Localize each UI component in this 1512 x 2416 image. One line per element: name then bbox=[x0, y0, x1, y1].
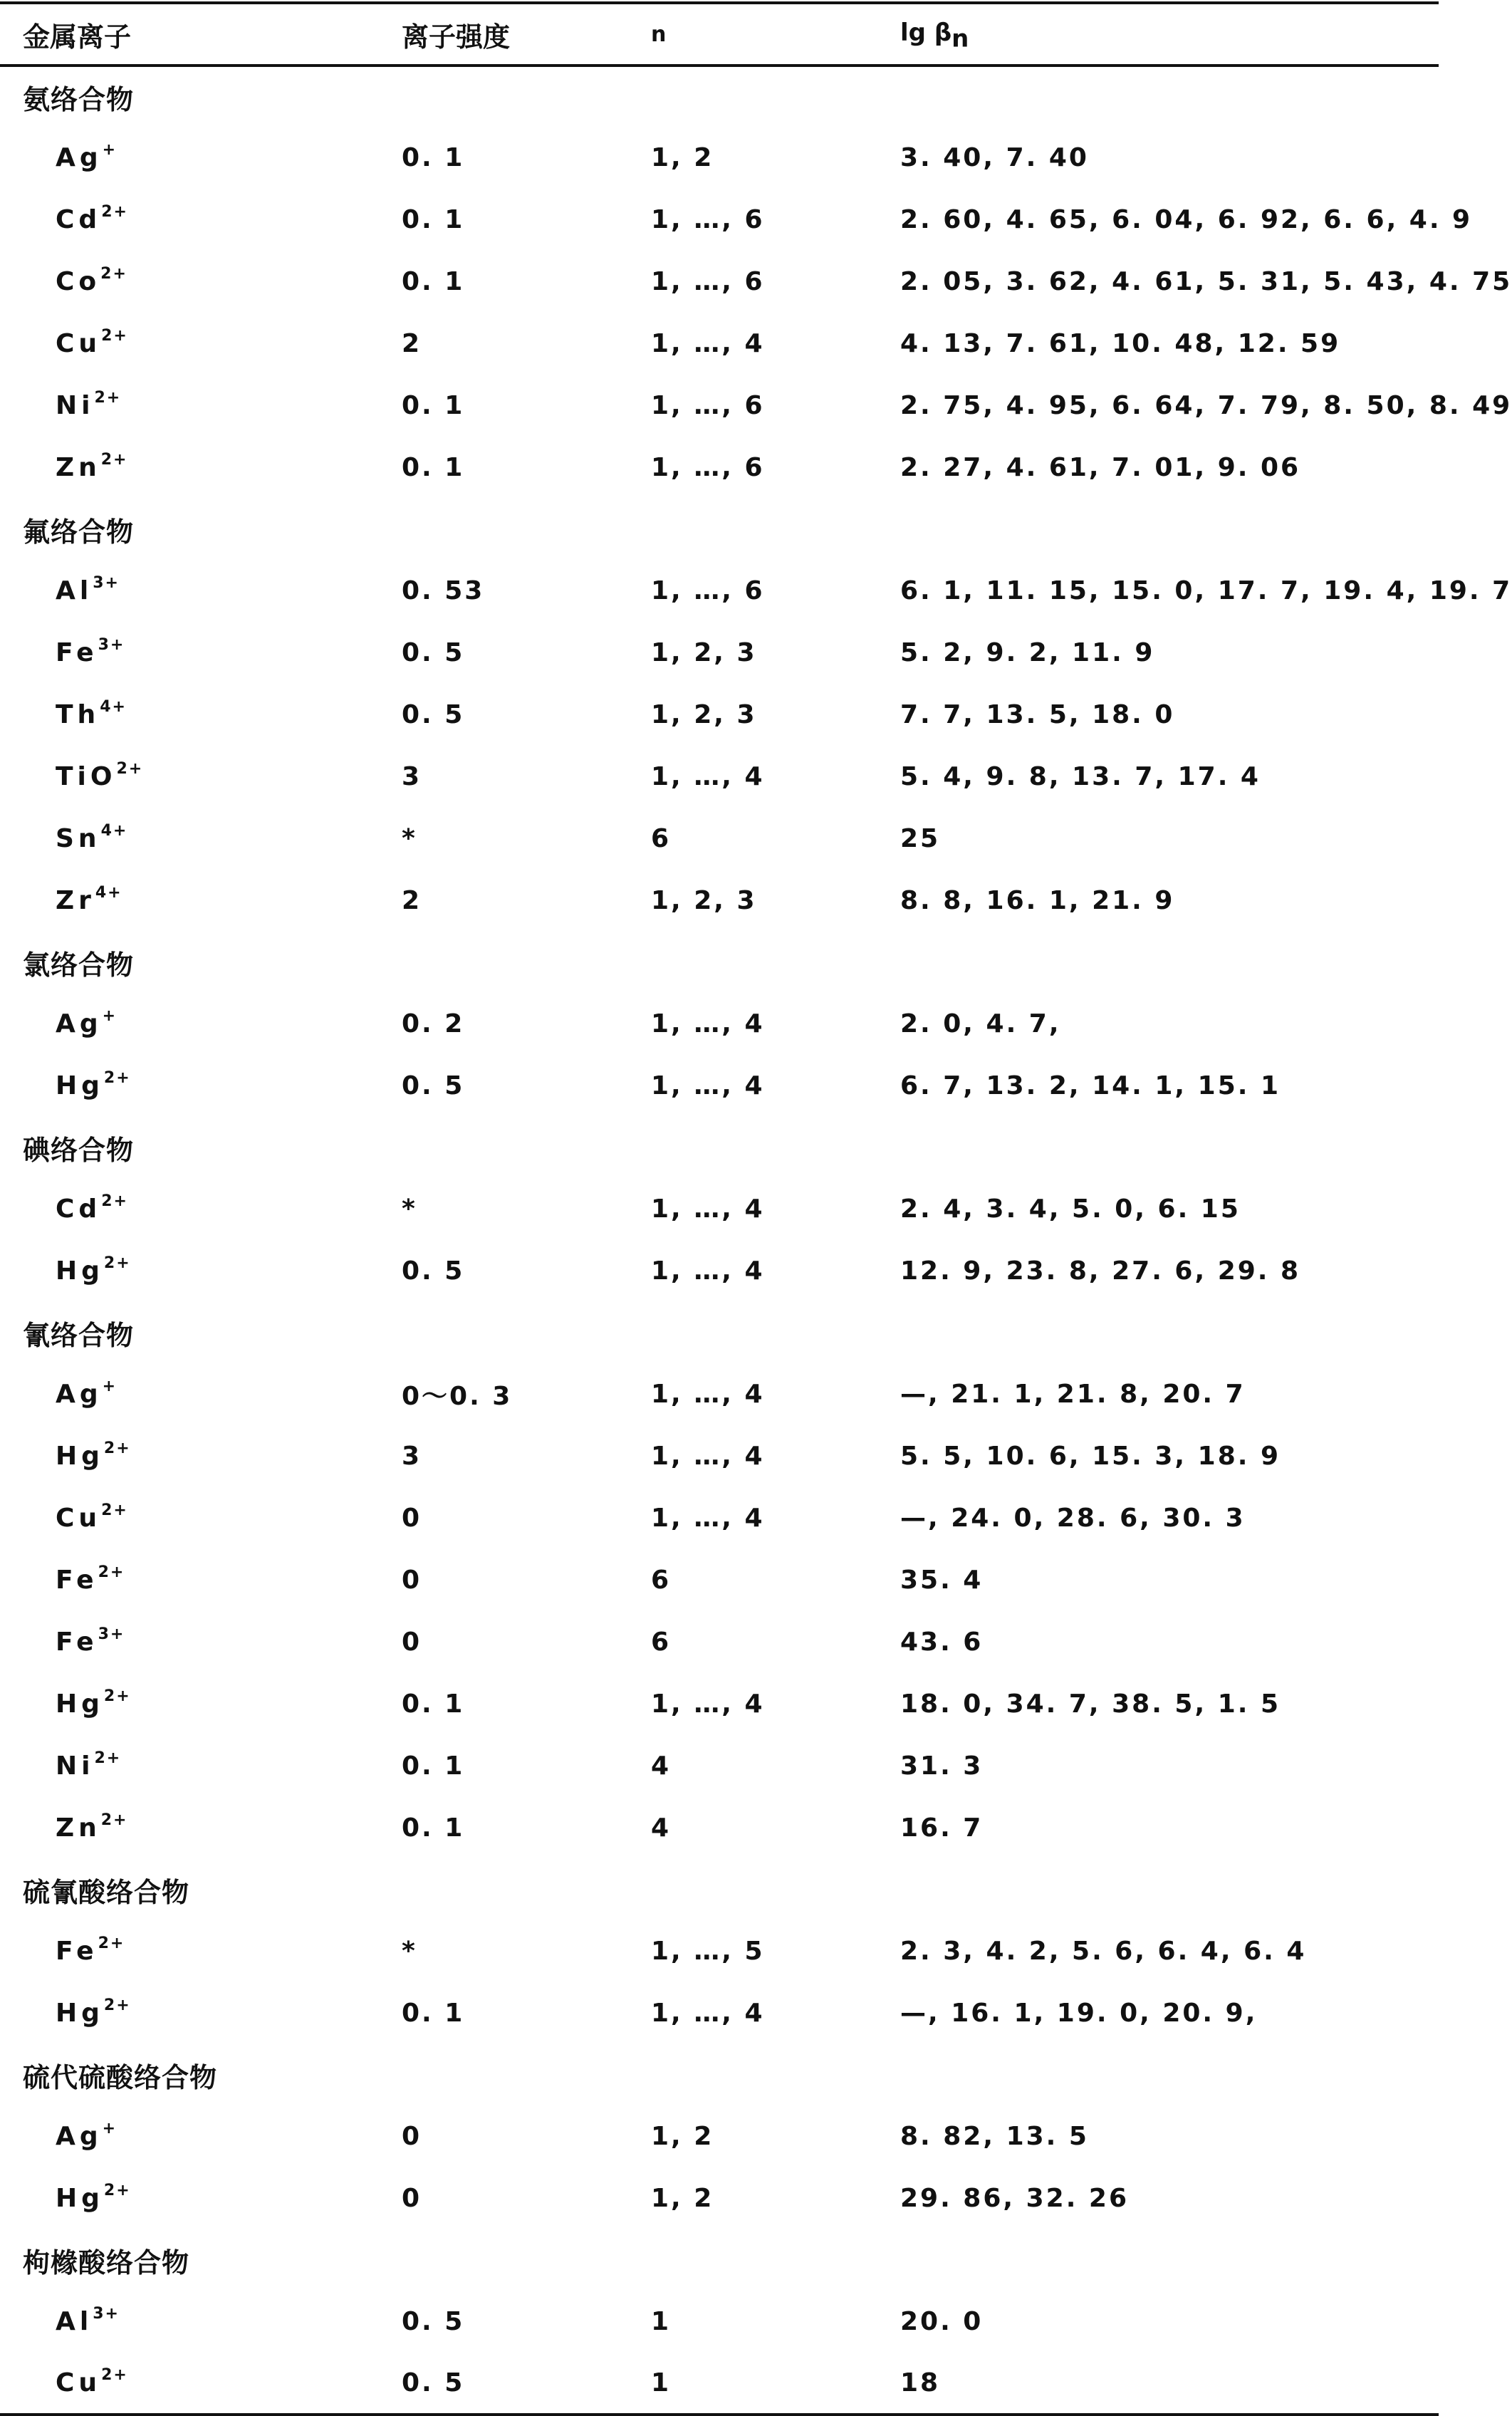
group-title: 氯络合物 bbox=[23, 949, 135, 981]
cell-lg-beta: 2. 75, 4. 95, 6. 64, 7. 79, 8. 50, 8. 49 bbox=[900, 391, 1512, 420]
cell-n: 1, …, 4 bbox=[651, 1380, 765, 1409]
ion-symbol: Hg bbox=[56, 1689, 104, 1719]
cell-lg-beta: 2. 27, 4. 61, 7. 01, 9. 06 bbox=[900, 453, 1301, 482]
table-row bbox=[0, 1920, 1439, 1982]
cell-metal-ion bbox=[0, 1487, 379, 1549]
cell-metal-ion bbox=[0, 1363, 379, 1425]
cell-metal-ion bbox=[0, 622, 379, 684]
cell-metal-ion bbox=[0, 127, 379, 189]
ion-charge: 2+ bbox=[100, 265, 127, 283]
ion-charge: 2+ bbox=[116, 760, 144, 778]
group-title: 硫代硫酸络合物 bbox=[23, 2061, 218, 2093]
header-metal-ion: 金属离子 bbox=[0, 3, 379, 66]
header-n: n bbox=[628, 3, 877, 66]
table-row bbox=[0, 375, 1439, 437]
ion-symbol: Ag bbox=[56, 143, 103, 172]
ion-symbol: Zr bbox=[56, 886, 95, 915]
ion-symbol: Zn bbox=[56, 1813, 101, 1843]
cell-lg-beta: 5. 2, 9. 2, 11. 9 bbox=[900, 638, 1155, 667]
ion-charge: 3+ bbox=[93, 574, 120, 592]
table-row bbox=[0, 2167, 1439, 2229]
ion-charge: 2+ bbox=[103, 1687, 131, 1705]
cell-lg-beta: —, 16. 1, 19. 0, 20. 9, bbox=[900, 1999, 1258, 2028]
ion-charge: 3+ bbox=[93, 2305, 120, 2323]
group-row bbox=[0, 2229, 1439, 2291]
cell-ionic-strength: 2 bbox=[402, 329, 422, 358]
ion-symbol: Fe bbox=[56, 1937, 98, 1966]
cell-ionic-strength: 0. 5 bbox=[379, 2353, 628, 2415]
ion-charge: 4+ bbox=[100, 822, 128, 840]
cell-n: 1 bbox=[628, 2353, 877, 2415]
table-row bbox=[0, 870, 1439, 932]
cell-n: 1, …, 4 bbox=[651, 1504, 765, 1533]
group-row bbox=[0, 1302, 1439, 1363]
header-ionic-strength: 离子强度 bbox=[379, 3, 628, 66]
ion-charge: 2+ bbox=[100, 451, 128, 469]
group-row bbox=[0, 1117, 1439, 1178]
table-row bbox=[0, 1425, 1439, 1487]
cell-metal-ion bbox=[0, 746, 379, 808]
table-row bbox=[0, 127, 1439, 189]
table-row bbox=[0, 251, 1439, 313]
cell-ionic-strength: 0～0. 3 bbox=[402, 1382, 513, 1411]
cell-metal-ion bbox=[0, 189, 379, 251]
cell-ionic-strength: 0. 1 bbox=[402, 143, 465, 172]
cell-n: 6 bbox=[651, 1566, 672, 1595]
ion-symbol: Al bbox=[56, 2307, 93, 2336]
cell-ionic-strength: 0. 5 bbox=[402, 700, 465, 729]
table-row bbox=[0, 1673, 1439, 1735]
group-title: 枸橼酸络合物 bbox=[23, 2246, 190, 2279]
cell-n: 1, …, 4 bbox=[651, 1442, 765, 1471]
ion-charge: + bbox=[102, 2120, 118, 2138]
ion-symbol: Fe bbox=[56, 1566, 98, 1595]
table-row bbox=[0, 1055, 1439, 1117]
cell-n: 1, 2 bbox=[651, 2122, 714, 2151]
cell-metal-ion bbox=[0, 1055, 379, 1117]
ion-charge: 4+ bbox=[95, 884, 122, 902]
ion-symbol: Ag bbox=[56, 1009, 103, 1038]
cell-n: 1, …, 4 bbox=[651, 329, 765, 358]
cell-lg-beta: 43. 6 bbox=[900, 1628, 984, 1657]
cell-metal-ion bbox=[0, 313, 379, 375]
cell-metal-ion bbox=[0, 993, 379, 1055]
table-row bbox=[0, 2353, 1439, 2415]
ion-symbol: Th bbox=[56, 700, 100, 729]
ion-charge: 2+ bbox=[98, 1563, 125, 1581]
cell-n: 1, 2, 3 bbox=[651, 886, 757, 915]
cell-lg-beta: 29. 86, 32. 26 bbox=[900, 2184, 1130, 2213]
cell-metal-ion bbox=[0, 870, 379, 932]
table-row bbox=[0, 1611, 1439, 1673]
table-row bbox=[0, 993, 1439, 1055]
cell-ionic-strength: 0. 1 bbox=[402, 453, 465, 482]
ion-symbol: Al bbox=[56, 576, 93, 605]
cell-ionic-strength: * bbox=[402, 1937, 417, 1966]
cell-lg-beta: 4. 13, 7. 61, 10. 48, 12. 59 bbox=[900, 329, 1341, 358]
ion-symbol: Co bbox=[56, 267, 101, 296]
cell-ionic-strength: 0. 1 bbox=[402, 1689, 465, 1719]
ion-symbol: Cu bbox=[56, 1504, 102, 1533]
ion-symbol: TiO bbox=[56, 762, 117, 791]
ion-symbol: Hg bbox=[56, 1256, 104, 1286]
cell-n: 1, 2, 3 bbox=[651, 700, 757, 729]
cell-ionic-strength: 0. 2 bbox=[402, 1009, 465, 1038]
cell-metal-ion bbox=[0, 437, 379, 499]
cell-lg-beta: 8. 8, 16. 1, 21. 9 bbox=[900, 886, 1175, 915]
cell-lg-beta: 16. 7 bbox=[900, 1813, 984, 1843]
ion-charge: 3+ bbox=[98, 1625, 125, 1643]
cell-ionic-strength: 0 bbox=[402, 2122, 422, 2151]
ion-symbol: Cd bbox=[56, 205, 102, 234]
table-row bbox=[0, 1240, 1439, 1302]
ion-charge: 2+ bbox=[94, 389, 122, 407]
cell-ionic-strength: * bbox=[402, 824, 417, 853]
ion-charge: 3+ bbox=[98, 636, 125, 654]
cell-n: 4 bbox=[651, 1751, 672, 1781]
table-row bbox=[0, 684, 1439, 746]
cell-lg-beta: 18 bbox=[877, 2353, 1439, 2415]
cell-metal-ion bbox=[0, 684, 379, 746]
cell-ionic-strength: 3 bbox=[402, 762, 422, 791]
cell-metal-ion bbox=[0, 1673, 379, 1735]
cell-ionic-strength: 0. 1 bbox=[402, 267, 465, 296]
cell-n: 1, …, 6 bbox=[651, 576, 765, 605]
table-header bbox=[0, 3, 1439, 66]
cell-metal-ion bbox=[0, 560, 379, 622]
cell-lg-beta: 18. 0, 34. 7, 38. 5, 1. 5 bbox=[900, 1689, 1281, 1719]
table-row bbox=[0, 1982, 1439, 2044]
cell-n: 1, …, 6 bbox=[651, 267, 765, 296]
ion-charge: 2+ bbox=[100, 1811, 128, 1829]
cell-n: 1, 2, 3 bbox=[651, 638, 757, 667]
ion-charge: 2+ bbox=[98, 1935, 125, 1952]
ion-symbol: Ni bbox=[56, 1751, 95, 1781]
cell-n: 6 bbox=[651, 824, 672, 853]
cell-lg-beta: 6. 7, 13. 2, 14. 1, 15. 1 bbox=[900, 1071, 1281, 1100]
table-row bbox=[0, 746, 1439, 808]
cell-ionic-strength: 0. 5 bbox=[402, 1256, 465, 1286]
cell-metal-ion bbox=[0, 2105, 379, 2167]
cell-n: 1, …, 4 bbox=[651, 1689, 765, 1719]
ion-charge: 2+ bbox=[101, 2366, 128, 2384]
ion-charge: 2+ bbox=[101, 203, 128, 221]
table-body bbox=[0, 66, 1512, 2415]
cell-metal-ion bbox=[0, 1425, 379, 1487]
cell-ionic-strength: 0 bbox=[402, 1566, 422, 1595]
cell-n: 1, …, 6 bbox=[651, 391, 765, 420]
ion-symbol: Ni bbox=[56, 391, 95, 420]
cell-ionic-strength: * bbox=[402, 1194, 417, 1224]
cell-n: 1, …, 5 bbox=[651, 1937, 765, 1966]
ion-symbol: Ag bbox=[56, 1380, 103, 1409]
table-row bbox=[0, 1487, 1439, 1549]
cell-metal-ion bbox=[0, 1797, 379, 1859]
stability-constants-table bbox=[0, 1, 1512, 2416]
cell-metal-ion bbox=[0, 2291, 379, 2353]
ion-charge: 2+ bbox=[101, 1501, 128, 1519]
ion-charge: + bbox=[102, 1378, 118, 1395]
cell-metal-ion bbox=[0, 1735, 379, 1797]
table-row bbox=[0, 560, 1439, 622]
ion-charge: 2+ bbox=[103, 1254, 131, 1272]
cell-ionic-strength: 0 bbox=[402, 1628, 422, 1657]
header-lg-beta: $\lg \beta_n$ bbox=[877, 3, 1439, 66]
cell-n: 1, …, 6 bbox=[651, 205, 765, 234]
cell-lg-beta: 2. 3, 4. 2, 5. 6, 6. 4, 6. 4 bbox=[900, 1937, 1307, 1966]
ion-charge: 2+ bbox=[103, 1069, 131, 1087]
group-title: 氰络合物 bbox=[23, 1319, 135, 1351]
cell-n: 1, 2 bbox=[651, 2184, 714, 2213]
cell-lg-beta: 5. 5, 10. 6, 15. 3, 18. 9 bbox=[900, 1442, 1281, 1471]
table-row bbox=[0, 808, 1439, 870]
cell-lg-beta: 12. 9, 23. 8, 27. 6, 29. 8 bbox=[900, 1256, 1301, 1286]
cell-ionic-strength: 0 bbox=[402, 1504, 422, 1533]
cell-ionic-strength: 0. 1 bbox=[402, 391, 465, 420]
cell-ionic-strength: 2 bbox=[402, 886, 422, 915]
ion-symbol: Fe bbox=[56, 638, 98, 667]
cell-ionic-strength: 3 bbox=[402, 1442, 422, 1471]
cell-lg-beta: 2. 05, 3. 62, 4. 61, 5. 31, 5. 43, 4. 75 bbox=[900, 267, 1512, 296]
table-row bbox=[0, 437, 1439, 499]
ion-charge: 2+ bbox=[103, 1996, 131, 2014]
cell-lg-beta: 31. 3 bbox=[900, 1751, 984, 1781]
cell-lg-beta: 5. 4, 9. 8, 13. 7, 17. 4 bbox=[900, 762, 1261, 791]
cell-n: 1, …, 4 bbox=[651, 1071, 765, 1100]
group-title: 碘络合物 bbox=[23, 1134, 135, 1166]
cell-metal-ion bbox=[0, 375, 379, 437]
cell-ionic-strength: 0 bbox=[402, 2184, 422, 2213]
cell-n: 6 bbox=[651, 1628, 672, 1657]
table-row bbox=[0, 1178, 1439, 1240]
cell-lg-beta: 2. 60, 4. 65, 6. 04, 6. 92, 6. 6, 4. 9 bbox=[900, 205, 1473, 234]
table-row bbox=[0, 189, 1439, 251]
cell-ionic-strength: 0. 5 bbox=[402, 638, 465, 667]
table-row bbox=[0, 1363, 1439, 1425]
cell-ionic-strength: 0. 5 bbox=[402, 1071, 465, 1100]
table-row bbox=[0, 313, 1439, 375]
cell-n: 1, …, 4 bbox=[651, 1256, 765, 1286]
ion-charge: 2+ bbox=[103, 2182, 131, 2199]
cell-ionic-strength: 0. 1 bbox=[402, 205, 465, 234]
table-row bbox=[0, 1797, 1439, 1859]
group-row bbox=[0, 2044, 1439, 2105]
cell-lg-beta: 3. 40, 7. 40 bbox=[900, 143, 1089, 172]
cell-n: 4 bbox=[651, 1813, 672, 1843]
cell-metal-ion bbox=[0, 1982, 379, 2044]
cell-ionic-strength: 0. 1 bbox=[402, 1999, 465, 2028]
cell-lg-beta: 2. 4, 3. 4, 5. 0, 6. 15 bbox=[900, 1194, 1241, 1224]
cell-lg-beta: —, 21. 1, 21. 8, 20. 7 bbox=[900, 1380, 1246, 1409]
cell-metal-ion bbox=[0, 808, 379, 870]
cell-n: 1, …, 4 bbox=[651, 1194, 765, 1224]
table-row bbox=[0, 622, 1439, 684]
ion-symbol: Cd bbox=[56, 1194, 102, 1224]
ion-charge: 2+ bbox=[94, 1749, 122, 1767]
cell-metal-ion bbox=[0, 1240, 379, 1302]
ion-symbol: Zn bbox=[56, 453, 101, 482]
cell-ionic-strength: 0. 1 bbox=[402, 1751, 465, 1781]
cell-metal-ion bbox=[0, 251, 379, 313]
cell-n: 1, …, 4 bbox=[651, 762, 765, 791]
cell-metal-ion bbox=[0, 1178, 379, 1240]
cell-lg-beta: 6. 1, 11. 15, 15. 0, 17. 7, 19. 4, 19. 7 bbox=[900, 576, 1512, 605]
cell-metal-ion bbox=[0, 2167, 379, 2229]
cell-n: 1, 2 bbox=[651, 143, 714, 172]
cell-lg-beta: —, 24. 0, 28. 6, 30. 3 bbox=[900, 1504, 1246, 1533]
ion-symbol: Sn bbox=[56, 824, 101, 853]
table-row bbox=[0, 2105, 1439, 2167]
ion-symbol: Fe bbox=[56, 1628, 98, 1657]
group-row bbox=[0, 499, 1439, 560]
cell-lg-beta: 2. 0, 4. 7, bbox=[900, 1009, 1061, 1038]
ion-charge: + bbox=[102, 1007, 118, 1025]
cell-lg-beta: 35. 4 bbox=[900, 1566, 984, 1595]
cell-ionic-strength: 0. 1 bbox=[402, 1813, 465, 1843]
ion-symbol: Hg bbox=[56, 1999, 104, 2028]
table-row bbox=[0, 1549, 1439, 1611]
group-row bbox=[0, 1859, 1439, 1920]
ion-symbol: Ag bbox=[56, 2122, 103, 2151]
group-title: 氨络合物 bbox=[23, 83, 135, 115]
cell-lg-beta: 8. 82, 13. 5 bbox=[900, 2122, 1089, 2151]
cell-metal-ion bbox=[0, 1549, 379, 1611]
cell-metal-ion bbox=[0, 1611, 379, 1673]
ion-charge: 2+ bbox=[103, 1439, 131, 1457]
group-row bbox=[0, 932, 1439, 993]
cell-ionic-strength: 0. 53 bbox=[402, 576, 485, 605]
table-row bbox=[0, 2291, 1439, 2353]
ion-charge: 2+ bbox=[101, 327, 128, 345]
cell-lg-beta: 7. 7, 13. 5, 18. 0 bbox=[900, 700, 1175, 729]
cell-ionic-strength: 0. 5 bbox=[402, 2307, 465, 2336]
ion-symbol: Cu bbox=[56, 2368, 102, 2397]
cell-n: 1, …, 6 bbox=[651, 453, 765, 482]
cell-metal-ion bbox=[0, 2353, 379, 2415]
group-title: 氟络合物 bbox=[23, 516, 135, 548]
cell-n: 1 bbox=[651, 2307, 672, 2336]
table-row bbox=[0, 1735, 1439, 1797]
ion-charge: + bbox=[102, 141, 118, 159]
ion-symbol: Hg bbox=[56, 2184, 104, 2213]
ion-charge: 2+ bbox=[101, 1192, 128, 1210]
cell-n: 1, …, 4 bbox=[651, 1009, 765, 1038]
group-row bbox=[0, 66, 1439, 127]
ion-symbol: Hg bbox=[56, 1442, 104, 1471]
cell-lg-beta: 25 bbox=[900, 824, 941, 853]
group-title: 硫氰酸络合物 bbox=[23, 1876, 190, 1908]
ion-charge: 4+ bbox=[100, 698, 127, 716]
cell-metal-ion bbox=[0, 1920, 379, 1982]
ion-symbol: Hg bbox=[56, 1071, 104, 1100]
cell-lg-beta: 20. 0 bbox=[900, 2307, 984, 2336]
ion-symbol: Cu bbox=[56, 329, 102, 358]
cell-n: 1, …, 4 bbox=[651, 1999, 765, 2028]
